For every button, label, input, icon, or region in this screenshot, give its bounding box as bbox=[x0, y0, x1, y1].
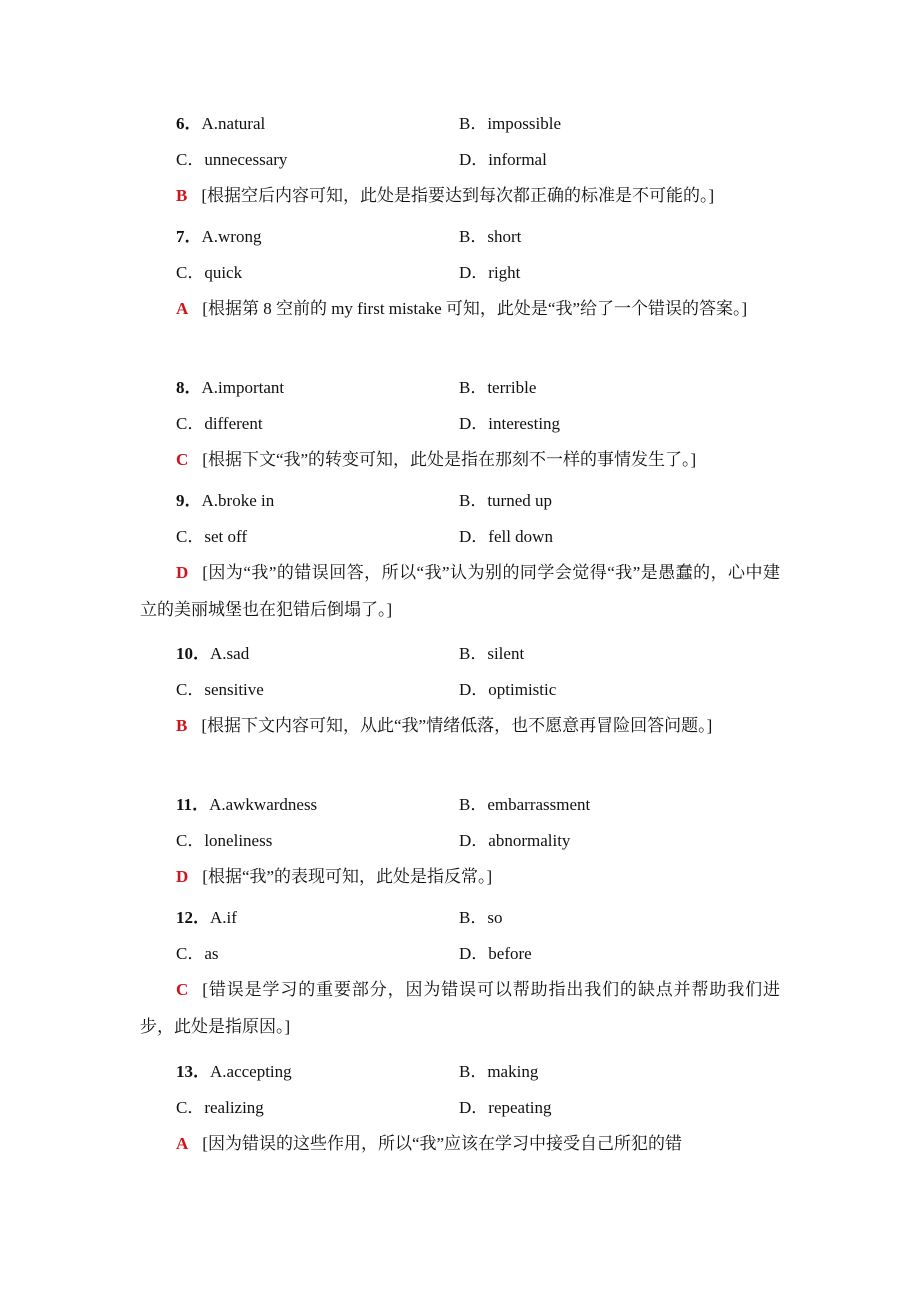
explanation-text: [根据“我”的表现可知，此处是指反常。] bbox=[202, 867, 493, 886]
option-c: C．sensitive bbox=[176, 680, 264, 699]
option-d: D．optimistic bbox=[459, 680, 557, 699]
options-row-cd bbox=[0, 823, 920, 859]
explanation-text: [因为错误的这些作用，所以“我”应该在学习中接受自己所犯的错 bbox=[202, 1134, 683, 1153]
options-row-ab: 10．A.sad B．silent bbox=[0, 636, 920, 672]
question-number: 6 bbox=[176, 114, 185, 133]
option-a: A.important bbox=[201, 378, 285, 397]
answer-letter: C bbox=[176, 980, 189, 999]
explanation-text: [错误是学习的重要部分，因为错误可以帮助指出我们的缺点并帮助我们进步，此处是指原因。] bbox=[140, 980, 780, 1036]
option-d: D．repeating bbox=[459, 1098, 552, 1117]
option-b: B．short bbox=[459, 227, 522, 246]
question-number: 11 bbox=[176, 795, 193, 814]
option-b: B．turned up bbox=[459, 491, 553, 510]
options-row-ab: 12．A.if B．so bbox=[0, 900, 920, 936]
options-row-cd bbox=[0, 142, 920, 178]
option-d: D．informal bbox=[459, 150, 547, 169]
explanation bbox=[140, 441, 780, 478]
option-c: C．different bbox=[176, 414, 263, 433]
option-c: C．unnecessary bbox=[176, 150, 288, 169]
option-c: C．set off bbox=[176, 527, 247, 546]
options-row-ab: 9．A.broke in B．turned up bbox=[0, 483, 920, 519]
options-row-cd bbox=[0, 255, 920, 291]
option-d: D．interesting bbox=[459, 414, 561, 433]
question-number: 13 bbox=[176, 1062, 193, 1081]
option-a: A.natural bbox=[201, 114, 266, 133]
explanation bbox=[140, 858, 780, 895]
explanation bbox=[140, 554, 780, 628]
options-row-cd bbox=[0, 936, 920, 972]
answer-letter: B bbox=[176, 186, 188, 205]
question-number: 7 bbox=[176, 227, 185, 246]
explanation-text: [根据下文内容可知，从此“我”情绪低落，也不愿意再冒险回答问题。] bbox=[201, 716, 713, 735]
explanation-text: [根据空后内容可知，此处是指要达到每次都正确的标准是不可能的。] bbox=[201, 186, 715, 205]
explanation-text: [根据第 8 空前的 my first mistake 可知，此处是“我”给了一个错误的答案。] bbox=[202, 299, 748, 318]
option-b: B．so bbox=[459, 908, 503, 927]
option-d: D．before bbox=[459, 944, 532, 963]
option-c: C．realizing bbox=[176, 1098, 264, 1117]
options-row-ab: 6．A.natural B．impossible bbox=[0, 106, 920, 142]
explanation bbox=[140, 707, 780, 744]
option-b: B．impossible bbox=[459, 114, 562, 133]
question-number: 10 bbox=[176, 644, 193, 663]
option-b: B．terrible bbox=[459, 378, 537, 397]
answer-letter: D bbox=[176, 563, 189, 582]
option-c: C．as bbox=[176, 944, 219, 963]
option-d: D．abnormality bbox=[459, 831, 571, 850]
explanation bbox=[140, 177, 780, 214]
explanation-text: [根据下文“我”的转变可知，此处是指在那刻不一样的事情发生了。] bbox=[202, 450, 697, 469]
options-row-ab: 13．A.accepting B．making bbox=[0, 1054, 920, 1090]
options-row-cd bbox=[0, 406, 920, 442]
answer-letter: C bbox=[176, 450, 189, 469]
explanation bbox=[140, 290, 780, 327]
explanation bbox=[140, 1125, 780, 1162]
explanation bbox=[140, 971, 780, 1045]
option-a: A.awkwardness bbox=[209, 795, 318, 814]
answer-letter: A bbox=[176, 299, 189, 318]
option-c: C．quick bbox=[176, 263, 243, 282]
options-row-cd bbox=[0, 519, 920, 555]
question-number: 8 bbox=[176, 378, 185, 397]
option-a: A.broke in bbox=[201, 491, 275, 510]
options-row-cd bbox=[0, 1090, 920, 1126]
option-b: B．embarrassment bbox=[459, 795, 591, 814]
answer-letter: D bbox=[176, 867, 189, 886]
answer-letter: B bbox=[176, 716, 188, 735]
option-a: A.accepting bbox=[210, 1062, 292, 1081]
options-row-ab: 11．A.awkwardness B．embarrassment bbox=[0, 787, 920, 823]
explanation-text: [因为“我”的错误回答，所以“我”认为别的同学会觉得“我”是愚蠢的，心中建立的美丽城堡也在犯错后倒塌了。] bbox=[140, 563, 780, 619]
option-d: D．fell down bbox=[459, 527, 553, 546]
options-row-ab: 7．A.wrong B．short bbox=[0, 219, 920, 255]
options-row-cd bbox=[0, 672, 920, 708]
option-b: B．making bbox=[459, 1062, 539, 1081]
answer-letter: A bbox=[176, 1134, 189, 1153]
option-c: C．loneliness bbox=[176, 831, 273, 850]
question-number: 9 bbox=[176, 491, 185, 510]
option-a: A.sad bbox=[210, 644, 250, 663]
options-row-ab: 8．A.important B．terrible bbox=[0, 370, 920, 406]
option-a: A.if bbox=[210, 908, 237, 927]
option-a: A.wrong bbox=[201, 227, 262, 246]
option-d: D．right bbox=[459, 263, 521, 282]
option-b: B．silent bbox=[459, 644, 525, 663]
question-number: 12 bbox=[176, 908, 193, 927]
